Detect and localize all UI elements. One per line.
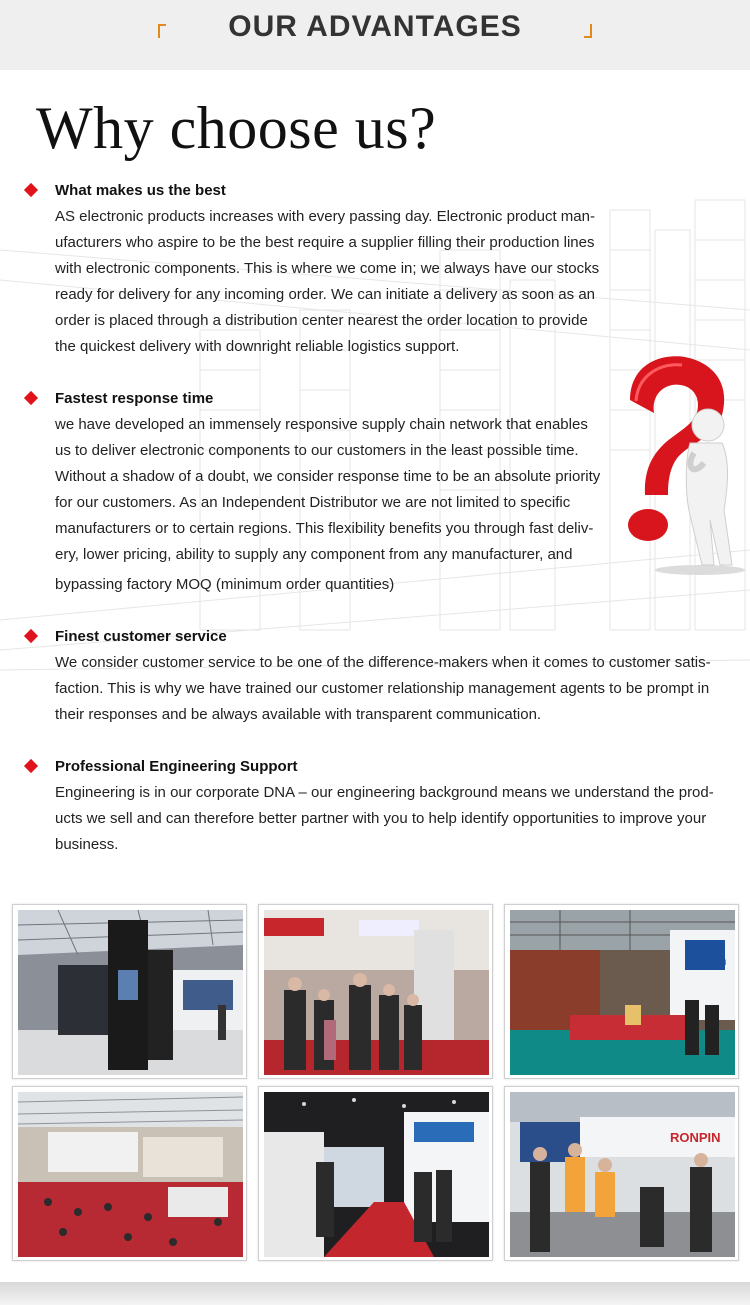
body-line: with electronic components. This is where we come in; we always have our stocks [55,260,600,277]
exhibition-photo [504,1086,739,1261]
body-line: manufacturers or to certain regions. This flexibility benefits you through fast deliv- [55,520,594,537]
body-line: Without a shadow of a doubt, we consider response time to be an absolute priority [55,468,601,485]
body-line: AS electronic products increases with every passing day. Electronic product man- [55,208,595,225]
body-line: we have developed an immensely responsive supply chain network that enables [55,416,588,433]
corner-bracket-right-icon [584,24,592,38]
main-heading: Why choose us? [36,95,437,161]
body-line: ery, lower pricing, ability to supply any component from any manufacturer, and [55,546,573,563]
body-line: the quickest delivery with downright reliable logistics support. [55,338,460,355]
section-title: Finest customer service [55,628,227,645]
exhibition-photo [12,904,247,1079]
body-line: bypassing factory MOQ (minimum order quantities) [55,576,395,593]
page-title: OUR ADVANTAGES [228,10,522,43]
body-line: for our customers. As an Independent Distributor we are not limited to specific [55,494,571,511]
section-title: What makes us the best [55,182,226,199]
body-line: ucts we sell and can therefore better partner with you to help identify opportunities to improve your [55,810,707,827]
body-line: their responses and be always available with transparent communication. [55,706,542,723]
body-line: ready for delivery for any incoming order. We can initiate a delivery as soon as an [55,286,595,303]
body-line: business. [55,836,119,853]
exhibition-photo-grid [12,904,740,1264]
body-line: Engineering is in our corporate DNA – our engineering background means we understand the prod- [55,784,714,801]
bottom-shadow [0,1282,750,1305]
body-line: faction. This is why we have trained our customer relationship management agents to be prompt in [55,680,710,697]
section-body [55,412,600,598]
section-body [55,650,711,728]
section-title: Fastest response time [55,390,214,407]
section-body [55,780,714,858]
body-line: order is placed through a distribution center nearest the order location to provide [55,312,588,329]
booth-sign-text: Dou [708,957,727,968]
section-title: Professional Engineering Support [55,758,298,775]
body-line: We consider customer service to be one of the difference-makers when it comes to customer satis- [55,654,711,671]
exhibition-photo [12,1086,247,1261]
question-mark-figure-icon [590,345,750,575]
exhibition-photo [504,904,739,1079]
body-line: us to deliver electronic components to our customers in the least possible time. [55,442,579,459]
red-diamond-icon [24,759,38,773]
exhibition-photo [258,904,493,1079]
body-line: ufacturers who aspire to be the best require a supplier filling their production lines [55,234,595,251]
exhibition-photo [258,1086,493,1261]
section-body [55,204,599,360]
booth-sign-text: RONPIN [670,1130,721,1145]
